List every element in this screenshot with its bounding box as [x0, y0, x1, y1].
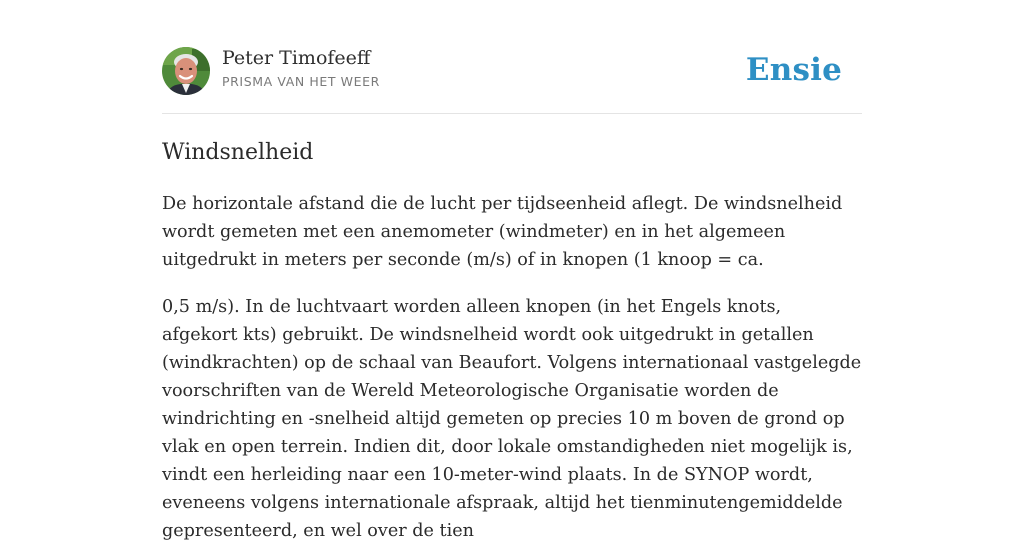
- author-info: [222, 46, 380, 89]
- article-title: Windsnelheid: [162, 140, 314, 165]
- author-source[interactable]: PRISMA VAN HET WEER: [222, 74, 380, 89]
- ensie-logo[interactable]: Ensie: [745, 52, 842, 88]
- article-paragraph-1: De horizontale afstand die de lucht per tijdseenheid aflegt. De windsnelheid wordt gemeten met een anemometer (windmeter) en in het algemeen uitgedrukt in meters per seconde (m/s) of in knopen (1 knoop = ca.: [162, 194, 843, 270]
- author-name[interactable]: Peter Timofeeff: [222, 47, 371, 69]
- article-header: [162, 44, 862, 98]
- author-avatar[interactable]: [162, 47, 210, 95]
- person-portrait-icon: [162, 47, 210, 95]
- article-card: [162, 0, 862, 541]
- article-paragraph-2: 0,5 m/s). In de luchtvaart worden alleen knopen (in het Engels knots, afgekort kts) gebruikt. De windsnelheid wordt ook uitgedrukt in getallen (windkrachten) op de schaal van Beaufort. Volgens internationaal vastgelegde voorschriften van de Wereld Meteorologische Organisatie worden de windrichting en -snelheid altijd gemeten op precies 10 m boven de grond op vlak en open terrein. Indien dit, door lokale omstandigheden niet mogelijk is, vindt een herleiding naar een 10-meter-wind plaats. In de SYNOP wordt, eveneens volgens internationale afspraak, altijd het tienminutengemiddelde gepresenteerd, en wel over de tien: [162, 297, 862, 541]
- header-divider: [162, 113, 862, 114]
